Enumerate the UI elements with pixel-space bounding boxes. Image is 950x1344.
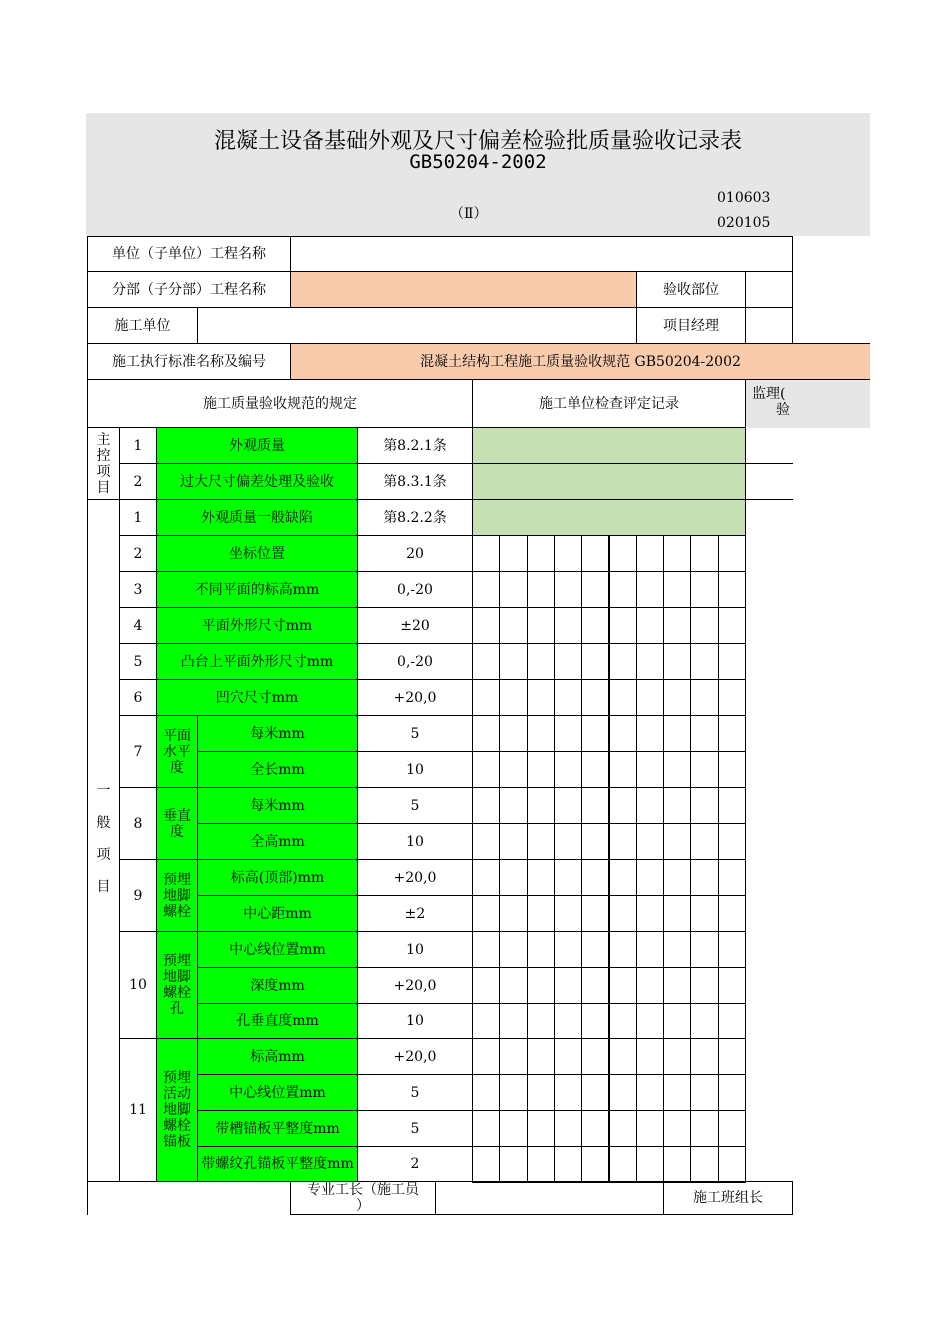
measurement-cell[interactable] [636,679,664,716]
measurement-cell[interactable] [499,1110,527,1147]
measurement-cell[interactable] [636,571,664,608]
general-sub-item-name: 全长mm [197,751,358,788]
measurement-cell[interactable] [690,715,718,752]
measurement-cell[interactable] [663,1003,691,1039]
construction-unit-label: 施工单位 [87,307,198,344]
general-sub-item-tolerance: +20,0 [357,859,473,896]
measurement-cell[interactable] [636,1038,664,1075]
general-item-tolerance: +20,0 [357,679,473,716]
measurement-cell[interactable] [663,643,691,680]
general-sub-item-name: 带槽锚板平整度mm [197,1110,358,1147]
measurement-cell[interactable] [527,571,555,608]
measurement-cell[interactable] [554,1038,582,1075]
construction-unit-field[interactable] [197,307,637,344]
measurement-cell[interactable] [690,571,718,608]
measurement-cell[interactable] [690,895,718,932]
measurement-cell[interactable] [636,859,664,896]
main-item-no: 2 [119,463,157,500]
measurement-cell[interactable] [690,643,718,680]
general-sub-item-tolerance: 5 [357,1074,473,1111]
measurement-cell[interactable] [499,751,527,788]
measurement-cell[interactable] [527,1074,555,1111]
general-item-no: 1 [119,499,157,536]
measurement-cell[interactable] [581,895,609,932]
measurement-cell[interactable] [527,535,555,572]
measurement-cell[interactable] [718,1110,746,1147]
general-item-no: 8 [119,787,157,860]
general-item-tolerance: 20 [357,535,473,572]
measurement-cell[interactable] [663,823,691,860]
measurement-cell[interactable] [581,607,609,644]
measurement-cell[interactable] [718,751,746,788]
measurement-cell[interactable] [472,679,500,716]
measurement-cell[interactable] [527,607,555,644]
project-manager-label: 项目经理 [636,307,746,344]
general-item-check-record[interactable] [472,499,746,536]
measurement-cell[interactable] [609,571,637,608]
general-group-label: 预埋 地脚 螺栓 孔 [156,931,198,1039]
general-sub-item-tolerance: 10 [357,751,473,788]
measurement-cell[interactable] [581,823,609,860]
check-column-header: 施工单位检查评定记录 [472,379,746,428]
main-item-supervision[interactable] [745,463,793,500]
general-item-no: 5 [119,643,157,680]
measurement-cell[interactable] [718,931,746,968]
measurement-cell[interactable] [527,931,555,968]
general-sub-item-name: 每米mm [197,787,358,824]
general-item-tolerance: 0,-20 [357,643,473,680]
footer-blank-cell [87,1181,291,1215]
measurement-cell[interactable] [663,1038,691,1075]
measurement-cell[interactable] [554,859,582,896]
measurement-cell[interactable] [718,571,746,608]
measurement-cell[interactable] [472,535,500,572]
measurement-cell[interactable] [690,535,718,572]
general-item-no: 3 [119,571,157,608]
measurement-cell[interactable] [581,931,609,968]
measurement-cell[interactable] [609,715,637,752]
measurement-cell[interactable] [636,823,664,860]
measurement-cell[interactable] [499,823,527,860]
measurement-cell[interactable] [554,535,582,572]
measurement-cell[interactable] [554,967,582,1004]
measurement-cell[interactable] [472,967,500,1004]
measurement-cell[interactable] [554,931,582,968]
measurement-cell[interactable] [609,859,637,896]
measurement-cell[interactable] [499,1038,527,1075]
measurement-cell[interactable] [609,823,637,860]
measurement-cell[interactable] [663,1146,691,1183]
main-item-check-record[interactable] [472,427,746,464]
measurement-cell[interactable] [663,1110,691,1147]
general-item-name: 平面外形尺寸mm [156,607,358,644]
measurement-cell[interactable] [499,643,527,680]
general-item-no: 7 [119,715,157,788]
unit-project-label: 单位（子单位）工程名称 [87,236,291,272]
measurement-cell[interactable] [499,535,527,572]
measurement-cell[interactable] [581,787,609,824]
main-items-group-label: 主 控 项 目 [87,427,120,500]
measurement-cell[interactable] [527,859,555,896]
measurement-cell[interactable] [609,535,637,572]
measurement-cell[interactable] [499,1003,527,1039]
measurement-cell[interactable] [663,787,691,824]
acceptance-part-field[interactable] [745,271,793,308]
measurement-cell[interactable] [609,1146,637,1183]
standard-value: 混凝土结构工程施工质量验收规范 GB50204-2002 [290,343,870,380]
measurement-cell[interactable] [499,607,527,644]
general-items-group-label: 一 般 项 目 [87,499,120,1182]
general-sub-item-name: 深度mm [197,967,358,1004]
general-sub-item-name: 标高(顶部)mm [197,859,358,896]
measurement-cell[interactable] [499,679,527,716]
measurement-cell[interactable] [636,535,664,572]
general-item-tolerance: 0,-20 [357,571,473,608]
measurement-cell[interactable] [499,931,527,968]
measurement-cell[interactable] [581,967,609,1004]
measurement-cell[interactable] [581,1003,609,1039]
general-sub-item-tolerance: +20,0 [357,1038,473,1075]
general-sub-item-tolerance: 2 [357,1146,473,1182]
measurement-cell[interactable] [690,967,718,1004]
measurement-cell[interactable] [663,895,691,932]
standard-code: GB50204-2002 [409,151,547,173]
measurement-cell[interactable] [554,751,582,788]
measurement-cell[interactable] [472,895,500,932]
spec-column-header: 施工质量验收规范的规定 [87,379,473,428]
measurement-cell[interactable] [636,1074,664,1111]
measurement-cell[interactable] [472,859,500,896]
measurement-cell[interactable] [718,787,746,824]
measurement-cell[interactable] [636,1110,664,1147]
measurement-cell[interactable] [499,571,527,608]
general-item-no: 9 [119,859,157,932]
general-sub-item-name: 带螺纹孔锚板平整度mm [197,1146,358,1182]
measurement-cell[interactable] [636,607,664,644]
measurement-cell[interactable] [718,535,746,572]
measurement-cell[interactable] [609,1074,637,1111]
general-sub-item-tolerance: 10 [357,1003,473,1039]
general-item-no: 4 [119,607,157,644]
measurement-cell[interactable] [527,1038,555,1075]
measurement-cell[interactable] [609,1110,637,1147]
measurement-cell[interactable] [581,751,609,788]
measurement-cell[interactable] [609,967,637,1004]
measurement-cell[interactable] [718,1074,746,1111]
general-item-name: 不同平面的标高mm [156,571,358,608]
measurement-cell[interactable] [581,1074,609,1111]
measurement-cell[interactable] [690,823,718,860]
general-item-name: 坐标位置 [156,535,358,572]
measurement-cell[interactable] [636,931,664,968]
measurement-cell[interactable] [527,715,555,752]
measurement-cell[interactable] [527,679,555,716]
measurement-cell[interactable] [499,715,527,752]
measurement-cell[interactable] [581,715,609,752]
measurement-cell[interactable] [527,967,555,1004]
general-sub-item-name: 孔垂直度mm [197,1003,358,1039]
general-item-no: 6 [119,679,157,716]
measurement-cell[interactable] [499,967,527,1004]
general-sub-item-tolerance: ±2 [357,895,473,932]
measurement-cell[interactable] [690,1110,718,1147]
measurement-cell[interactable] [718,823,746,860]
measurement-cell[interactable] [472,643,500,680]
measurement-cell[interactable] [663,607,691,644]
measurement-cell[interactable] [636,895,664,932]
measurement-cell[interactable] [609,931,637,968]
measurement-cell[interactable] [609,679,637,716]
measurement-cell[interactable] [690,859,718,896]
general-item-no: 2 [119,535,157,572]
measurement-cell[interactable] [554,715,582,752]
general-item-name: 凸台上平面外形尺寸mm [156,643,358,680]
general-group-label: 预埋 活动 地脚 螺栓 锚板 [156,1038,198,1182]
measurement-cell[interactable] [472,787,500,824]
measurement-cell[interactable] [718,679,746,716]
measurement-cell[interactable] [472,823,500,860]
measurement-cell[interactable] [636,715,664,752]
supervision-header-line-1: 监理( [752,386,786,402]
measurement-cell[interactable] [636,751,664,788]
project-manager-field[interactable] [745,307,793,344]
supervision-header-line-2: 验 [776,402,790,418]
general-sub-item-tolerance: 5 [357,715,473,752]
measurement-cell[interactable] [581,643,609,680]
measurement-cell[interactable] [581,1038,609,1075]
measurement-cell[interactable] [472,1110,500,1147]
measurement-cell[interactable] [472,1038,500,1075]
general-sub-item-name: 中心距mm [197,895,358,932]
measurement-cell[interactable] [718,895,746,932]
division-project-field[interactable] [290,271,637,308]
general-sub-item-tolerance: 10 [357,823,473,860]
foreman-label: 专业工长（施工员 ） [290,1181,436,1215]
general-sub-item-name: 全高mm [197,823,358,860]
general-sub-item-tolerance: 10 [357,931,473,968]
measurement-cell[interactable] [609,607,637,644]
measurement-cell[interactable] [554,1110,582,1147]
measurement-cell[interactable] [718,715,746,752]
measurement-cell[interactable] [636,787,664,824]
measurement-cell[interactable] [581,679,609,716]
measurement-cell[interactable] [581,535,609,572]
measurement-cell[interactable] [609,751,637,788]
team-leader-label: 施工班组长 [663,1181,793,1215]
main-item-name: 外观质量 [156,427,358,464]
general-item-clause: 第8.2.2条 [357,499,473,536]
measurement-cell[interactable] [636,1003,664,1039]
general-sub-item-name: 中心线位置mm [197,1074,358,1111]
main-item-clause: 第8.3.1条 [357,463,473,500]
measurement-cell[interactable] [581,859,609,896]
measurement-cell[interactable] [554,787,582,824]
measurement-cell[interactable] [609,787,637,824]
main-item-supervision[interactable] [745,427,793,464]
general-item-no: 10 [119,931,157,1039]
general-sub-item-tolerance: +20,0 [357,967,473,1004]
measurement-cell[interactable] [527,1110,555,1147]
record-code-2: 020105 [717,215,771,231]
measurement-cell[interactable] [472,931,500,968]
supervision-column-header [745,379,870,428]
measurement-cell[interactable] [718,1038,746,1075]
measurement-cell[interactable] [499,895,527,932]
measurement-cell[interactable] [609,643,637,680]
general-group-label: 平面 水平 度 [156,715,198,788]
measurement-cell[interactable] [472,1146,500,1183]
measurement-cell[interactable] [718,643,746,680]
measurement-cell[interactable] [718,859,746,896]
main-item-name: 过大尺寸偏差处理及验收 [156,463,358,500]
general-group-label: 预埋 地脚 螺栓 [156,859,198,932]
measurement-cell[interactable] [718,1146,746,1183]
measurement-cell[interactable] [663,859,691,896]
measurement-cell[interactable] [581,1146,609,1183]
general-sub-item-name: 每米mm [197,715,358,752]
measurement-cell[interactable] [581,571,609,608]
measurement-cell[interactable] [690,1146,718,1183]
general-item-name: 凹穴尺寸mm [156,679,358,716]
measurement-cell[interactable] [663,751,691,788]
measurement-cell[interactable] [527,751,555,788]
measurement-cell[interactable] [499,1146,527,1183]
general-sub-item-tolerance: 5 [357,1110,473,1147]
measurement-cell[interactable] [527,643,555,680]
standard-label: 施工执行标准名称及编号 [87,343,291,380]
measurement-cell[interactable] [499,859,527,896]
measurement-cell[interactable] [636,967,664,1004]
general-item-tolerance: ±20 [357,607,473,644]
measurement-cell[interactable] [663,967,691,1004]
measurement-cell[interactable] [663,571,691,608]
measurement-cell[interactable] [554,823,582,860]
measurement-cell[interactable] [663,535,691,572]
measurement-cell[interactable] [554,1146,582,1183]
measurement-cell[interactable] [663,1074,691,1111]
measurement-cell[interactable] [472,1003,500,1039]
measurement-cell[interactable] [554,679,582,716]
measurement-cell[interactable] [690,1003,718,1039]
measurement-cell[interactable] [690,679,718,716]
measurement-cell[interactable] [636,643,664,680]
measurement-cell[interactable] [609,1003,637,1039]
measurement-cell[interactable] [527,895,555,932]
part-mark: （Ⅱ） [450,206,488,222]
measurement-cell[interactable] [527,1146,555,1183]
general-item-name: 外观质量一般缺陷 [156,499,358,536]
measurement-cell[interactable] [718,1003,746,1039]
measurement-cell[interactable] [690,1038,718,1075]
measurement-cell[interactable] [554,1074,582,1111]
measurement-cell[interactable] [472,1074,500,1111]
main-item-check-record[interactable] [472,463,746,500]
measurement-cell[interactable] [527,787,555,824]
measurement-cell[interactable] [527,1003,555,1039]
page-title: 混凝土设备基础外观及尺寸偏差检验批质量验收记录表 [213,129,742,154]
measurement-cell[interactable] [690,931,718,968]
measurement-cell[interactable] [499,1074,527,1111]
measurement-cell[interactable] [554,1003,582,1039]
measurement-cell[interactable] [554,895,582,932]
general-sub-item-tolerance: 5 [357,787,473,824]
measurement-cell[interactable] [690,787,718,824]
foreman-signature-field[interactable] [435,1181,664,1215]
measurement-cell[interactable] [581,1110,609,1147]
measurement-cell[interactable] [663,679,691,716]
record-code-1: 010603 [717,190,771,206]
general-supervision-column[interactable] [745,499,793,1182]
measurement-cell[interactable] [554,643,582,680]
measurement-cell[interactable] [527,823,555,860]
measurement-cell[interactable] [554,607,582,644]
measurement-cell[interactable] [663,931,691,968]
general-sub-item-name: 中心线位置mm [197,931,358,968]
measurement-cell[interactable] [554,571,582,608]
measurement-cell[interactable] [690,751,718,788]
unit-project-field[interactable] [290,236,793,272]
measurement-cell[interactable] [663,715,691,752]
general-group-label: 垂直 度 [156,787,198,860]
measurement-cell[interactable] [690,1074,718,1111]
acceptance-part-label: 验收部位 [636,271,746,308]
measurement-cell[interactable] [472,751,500,788]
measurement-cell[interactable] [609,895,637,932]
measurement-cell[interactable] [636,1146,664,1183]
measurement-cell[interactable] [718,607,746,644]
main-item-no: 1 [119,427,157,464]
main-item-clause: 第8.2.1条 [357,427,473,464]
measurement-cell[interactable] [472,715,500,752]
measurement-cell[interactable] [718,967,746,1004]
division-project-label: 分部（子分部）工程名称 [87,271,291,308]
measurement-cell[interactable] [690,607,718,644]
general-sub-item-name: 标高mm [197,1038,358,1075]
general-item-no: 11 [119,1038,157,1182]
measurement-cell[interactable] [609,1038,637,1075]
measurement-cell[interactable] [472,571,500,608]
measurement-cell[interactable] [499,787,527,824]
measurement-cell[interactable] [472,607,500,644]
